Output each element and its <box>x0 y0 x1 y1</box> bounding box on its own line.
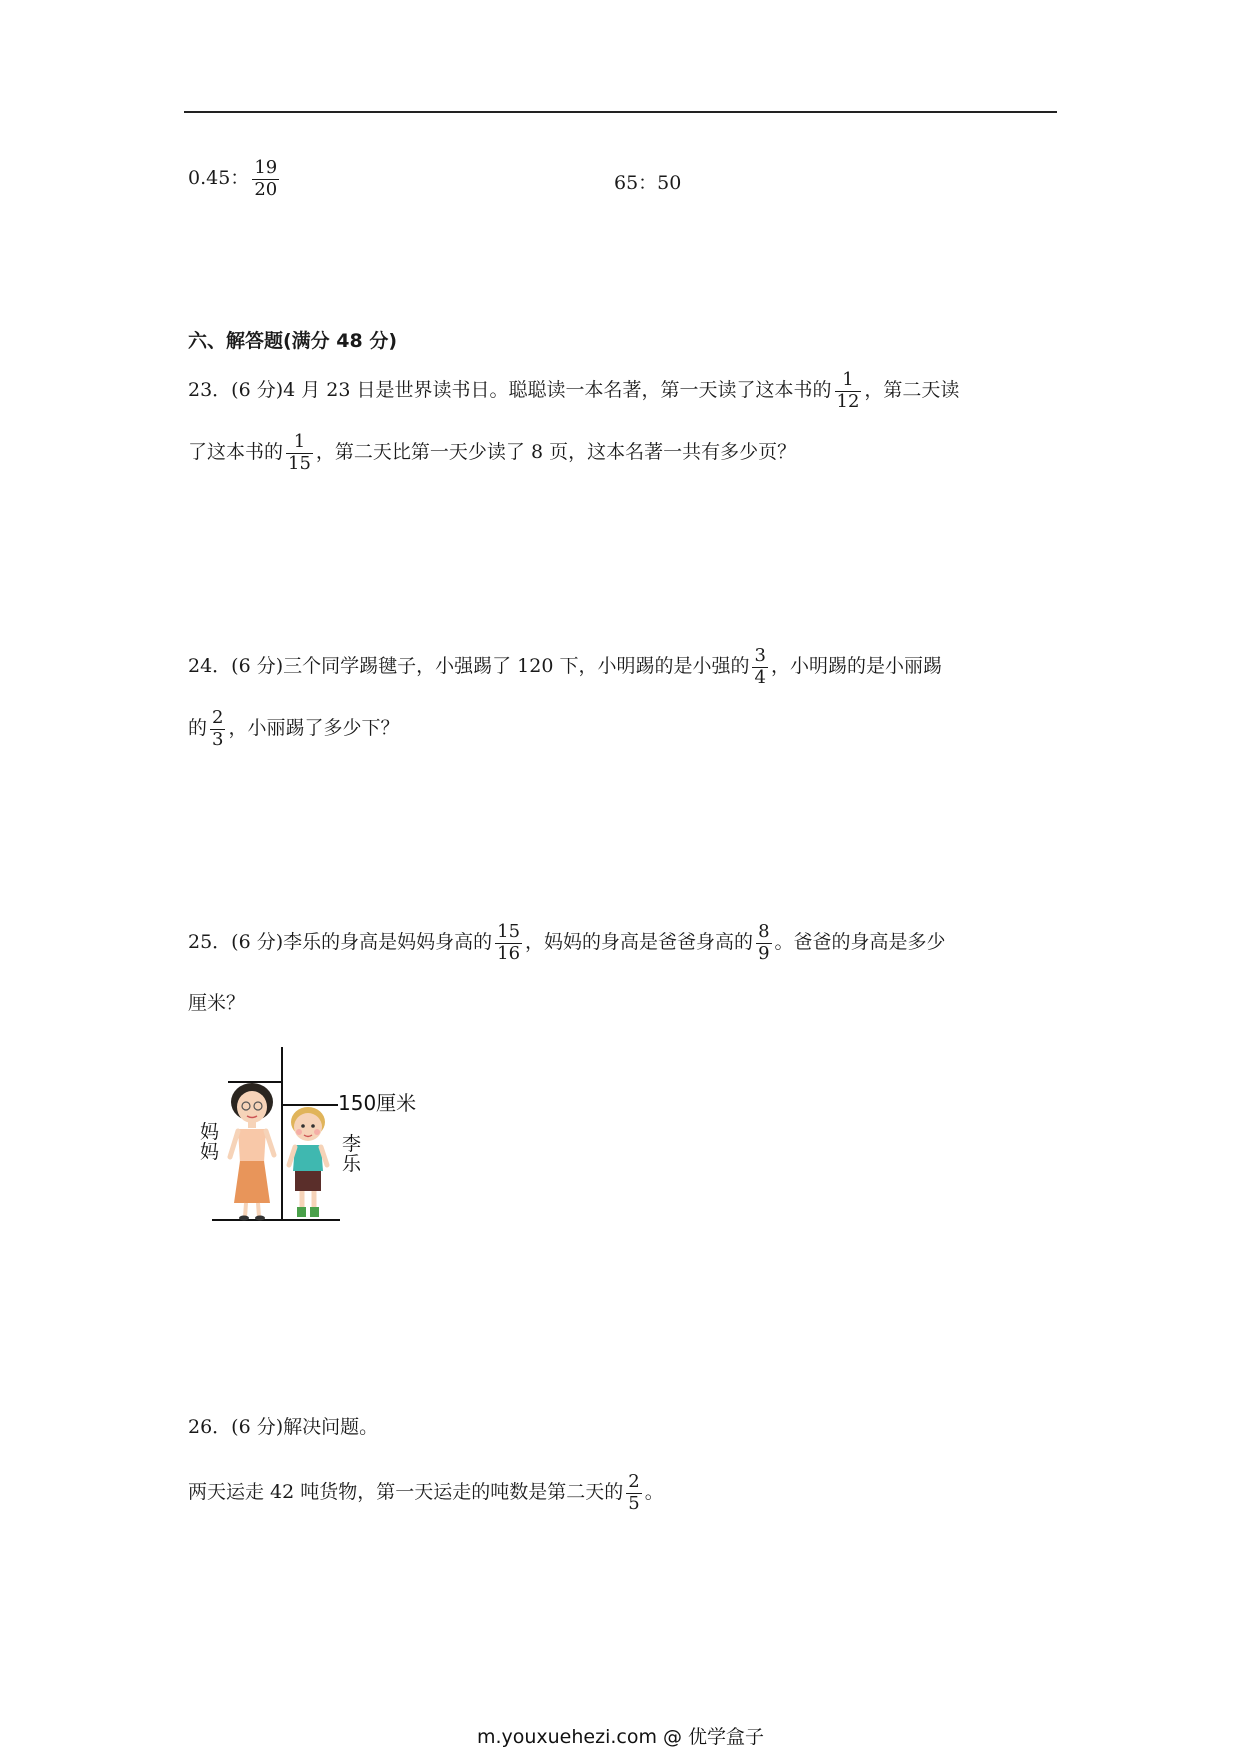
ratio-left <box>188 158 282 200</box>
q26-fraction <box>626 1472 641 1514</box>
kid-label-char: 乐 <box>342 1152 362 1175</box>
height-label: 150厘米 <box>338 1091 417 1115</box>
kid-figure <box>289 1107 327 1217</box>
fraction-denominator: 3 <box>212 728 224 750</box>
fraction-numerator: 1 <box>293 431 306 452</box>
q25-line2: 厘米？ <box>188 992 246 1014</box>
fraction-numerator: 19 <box>254 157 278 178</box>
q26-text-tail: 。 <box>644 1481 664 1504</box>
fraction-denominator: 4 <box>754 666 766 688</box>
q24-text-tail: ，小明踢的是小丽踢 <box>770 655 942 678</box>
fraction-numerator: 2 <box>212 707 224 728</box>
q23-text-tail: ，第二天比第一天少读了 8 页，这本名著一共有多少页？ <box>315 441 797 464</box>
ratio-left-fraction <box>252 158 279 200</box>
q24-text: 24．(6 分)三个同学踢毽子，小强踢了 120 下，小明踢的是小强的 <box>188 655 750 678</box>
fraction-numerator: 8 <box>758 921 770 942</box>
fraction-denominator: 5 <box>628 1492 640 1514</box>
q23-line1 <box>188 370 959 412</box>
height-figure <box>200 1045 430 1225</box>
section-title: 六、解答题(满分 48 分) <box>188 330 398 352</box>
fraction-denominator: 9 <box>758 942 770 964</box>
q23-text-tail: ，第二天读 <box>864 379 960 402</box>
q25-text-tail: 。爸爸的身高是多少 <box>774 931 946 954</box>
kid-label-char: 李 <box>342 1133 362 1155</box>
footer-watermark: m.youxuehezi.com @ 优学盒子 <box>476 1726 765 1748</box>
fraction-denominator: 12 <box>836 390 860 412</box>
mom-figure <box>230 1083 274 1221</box>
q24-text: 的 <box>188 717 208 740</box>
q24-line1 <box>188 646 942 688</box>
q25-text: 25．(6 分)李乐的身高是妈妈身高的 <box>188 931 493 954</box>
fraction-numerator: 15 <box>497 921 521 942</box>
q24-text-tail: ，小丽踢了多少下？ <box>228 717 400 740</box>
q24-fraction-1 <box>752 646 767 688</box>
q24-fraction-2 <box>210 708 225 750</box>
q23-text: 了这本书的 <box>188 441 284 464</box>
q23-text: 23．(6 分)4 月 23 日是世界读书日。聪聪读一本名著，第一天读了这本书的 <box>188 379 832 402</box>
mom-label-char: 妈 <box>200 1140 220 1163</box>
fraction-numerator: 1 <box>842 369 854 390</box>
fraction-numerator: 2 <box>628 1471 640 1492</box>
fraction-numerator: 3 <box>754 645 766 666</box>
kid-label <box>342 1135 361 1175</box>
q26-line2 <box>188 1472 664 1514</box>
q25-fraction-1 <box>495 922 522 964</box>
q23-fraction-2 <box>286 432 313 474</box>
q23-fraction-1 <box>835 370 862 412</box>
ratio-left-prefix: 0.45： <box>188 167 250 190</box>
fraction-denominator: 20 <box>254 178 278 200</box>
fraction-denominator: 15 <box>288 452 311 474</box>
q26-line1: 26．(6 分)解决问题。 <box>188 1416 379 1438</box>
q26-text: 两天运走 42 吨货物，第一天运走的吨数是第二天的 <box>188 1481 624 1504</box>
height-illustration <box>200 1045 430 1225</box>
mom-label <box>200 1123 219 1163</box>
header-rule <box>184 111 1057 113</box>
q25-fraction-2 <box>756 922 771 964</box>
q24-line2 <box>188 708 399 750</box>
ratio-right: 65：50 <box>614 172 682 194</box>
q23-line2 <box>188 432 796 474</box>
q25-line1 <box>188 922 946 964</box>
mom-label-char: 妈 <box>200 1121 220 1143</box>
fraction-denominator: 16 <box>497 942 521 964</box>
q25-text-mid: ，妈妈的身高是爸爸身高的 <box>525 931 754 954</box>
